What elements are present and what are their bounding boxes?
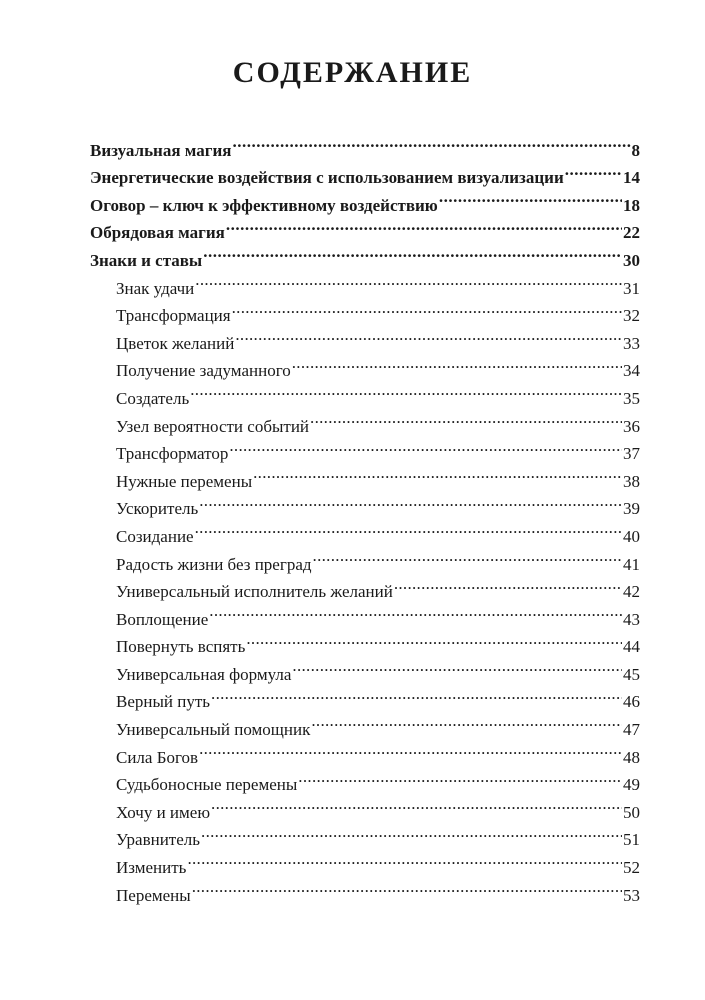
dot-leader: [232, 128, 630, 156]
dot-leader: [298, 763, 622, 791]
dot-leader: [199, 735, 622, 763]
toc-subentry[interactable]: [116, 818, 640, 850]
toc-page-number: 37: [623, 444, 640, 464]
toc-page-number: 44: [623, 637, 640, 657]
toc-page-number: 42: [623, 582, 640, 602]
toc-subentry[interactable]: [116, 652, 640, 684]
toc-subentry[interactable]: [116, 459, 640, 491]
toc-page-number: 51: [623, 830, 640, 850]
toc-entry-label: Нужные перемены: [116, 471, 253, 491]
toc-entry-label: Изменить: [116, 858, 187, 878]
toc-page-number: 18: [623, 195, 640, 215]
toc-page-number: 49: [623, 775, 640, 795]
toc-subentry[interactable]: [116, 432, 640, 464]
toc-entry[interactable]: [90, 211, 640, 243]
dot-leader: [246, 625, 622, 653]
toc-page-number: 46: [623, 692, 640, 712]
toc-subentry[interactable]: [116, 735, 640, 767]
toc-subentry[interactable]: [116, 487, 640, 519]
toc-subentry[interactable]: [116, 404, 640, 436]
dot-leader: [209, 597, 622, 625]
dot-leader: [311, 707, 622, 735]
toc-subentry[interactable]: [116, 266, 640, 298]
dot-leader: [192, 873, 622, 901]
dot-leader: [232, 294, 622, 322]
toc-entry[interactable]: [90, 128, 640, 160]
dot-leader: [565, 156, 622, 184]
toc-entry-label: Созидание: [116, 526, 194, 546]
toc-entry-label: Знаки и ставы: [90, 250, 203, 270]
toc-subentry[interactable]: [116, 597, 640, 629]
table-of-contents: [0, 128, 705, 905]
dot-leader: [292, 652, 622, 680]
toc-subentry[interactable]: [116, 321, 640, 353]
toc-page-number: 43: [623, 609, 640, 629]
toc-entry[interactable]: [90, 238, 640, 270]
dot-leader: [211, 680, 622, 708]
toc-entry[interactable]: [90, 156, 640, 188]
toc-subentry[interactable]: [116, 873, 640, 905]
toc-page-number: 45: [623, 664, 640, 684]
toc-page-number: 34: [623, 361, 640, 381]
toc-page-number: 52: [623, 858, 640, 878]
toc-entry-label: Энергетические воздействия с использованием визуализации: [90, 168, 564, 188]
toc-entry-label: Знак удачи: [116, 278, 195, 298]
toc-page-number: 33: [623, 333, 640, 353]
toc-page-number: 39: [623, 499, 640, 519]
toc-subentry[interactable]: [116, 294, 640, 326]
dot-leader: [195, 514, 622, 542]
toc-entry-label: Судьбоносные перемены: [116, 775, 298, 795]
toc-entry-label: Универсальный помощник: [116, 720, 311, 740]
toc-subentry[interactable]: [116, 376, 640, 408]
toc-subentry[interactable]: [116, 790, 640, 822]
toc-entry-label: Ускоритель: [116, 499, 199, 519]
toc-entry-label: Обрядовая магия: [90, 223, 225, 243]
dot-leader: [190, 376, 622, 404]
toc-subentry[interactable]: [116, 570, 640, 602]
toc-entry-label: Цветок желаний: [116, 333, 235, 353]
toc-page-number: 31: [623, 278, 640, 298]
toc-entry-label: Воплощение: [116, 609, 209, 629]
dot-leader: [253, 459, 622, 487]
toc-entry[interactable]: [90, 183, 640, 215]
dot-leader: [394, 570, 622, 598]
toc-page-number: 14: [623, 168, 640, 188]
toc-page-number: 8: [631, 140, 640, 160]
toc-entry-label: Создатель: [116, 388, 190, 408]
dot-leader: [187, 845, 622, 873]
toc-entry-label: Перемены: [116, 885, 191, 905]
toc-entry-label: Верный путь: [116, 692, 211, 712]
toc-subentry[interactable]: [116, 514, 640, 546]
toc-entry-label: Визуальная магия: [90, 140, 232, 160]
toc-page-number: 50: [623, 802, 640, 822]
toc-subentry[interactable]: [116, 707, 640, 740]
toc-entry-label: Трансформатор: [116, 444, 229, 464]
toc-entry-label: Уравнитель: [116, 830, 201, 850]
toc-entry-label: Повернуть вспять: [116, 637, 246, 657]
dot-leader: [211, 790, 622, 818]
toc-entry-label: Оговор – ключ к эффективному воздействию: [90, 195, 438, 215]
toc-entry-label: Универсальный исполнитель желаний: [116, 582, 393, 602]
dot-leader: [235, 321, 622, 349]
toc-page-number: 53: [623, 885, 640, 905]
toc-page-number: 22: [623, 223, 640, 243]
toc-subentry[interactable]: [116, 542, 640, 574]
dot-leader: [201, 818, 622, 846]
toc-page-number: 40: [623, 526, 640, 546]
toc-entry-label: Узел вероятности событий: [116, 416, 310, 436]
toc-entry-label: Трансформация: [116, 306, 231, 326]
toc-page-number: 38: [623, 471, 640, 491]
dot-leader: [229, 432, 622, 460]
dot-leader: [195, 266, 622, 294]
toc-entry-label: Хочу и имею: [116, 802, 211, 822]
dot-leader: [292, 349, 622, 377]
toc-subentry[interactable]: [116, 845, 640, 878]
toc-page-number: 47: [623, 720, 640, 740]
toc-subentry[interactable]: [116, 680, 640, 712]
toc-page-number: 48: [623, 747, 640, 767]
toc-entry-label: Получение задуманного: [116, 361, 291, 381]
toc-subentry[interactable]: [116, 763, 640, 795]
toc-page-number: 41: [623, 554, 640, 574]
toc-entry-label: Сила Богов: [116, 747, 199, 767]
dot-leader: [313, 542, 622, 570]
dot-leader: [439, 183, 622, 211]
dot-leader: [203, 238, 622, 266]
toc-subentry[interactable]: [116, 625, 640, 657]
toc-entry-label: Универсальная формула: [116, 664, 292, 684]
dot-leader: [226, 211, 622, 239]
toc-entry-label: Радость жизни без преград: [116, 554, 312, 574]
dot-leader: [310, 404, 622, 432]
toc-page-number: 35: [623, 388, 640, 408]
toc-page-number: 36: [623, 416, 640, 436]
toc-subentry[interactable]: [116, 349, 640, 381]
dot-leader: [199, 487, 622, 515]
page-title: СОДЕРЖАНИЕ: [232, 56, 473, 89]
toc-page-number: 30: [623, 250, 640, 270]
toc-page-number: 32: [623, 306, 640, 326]
